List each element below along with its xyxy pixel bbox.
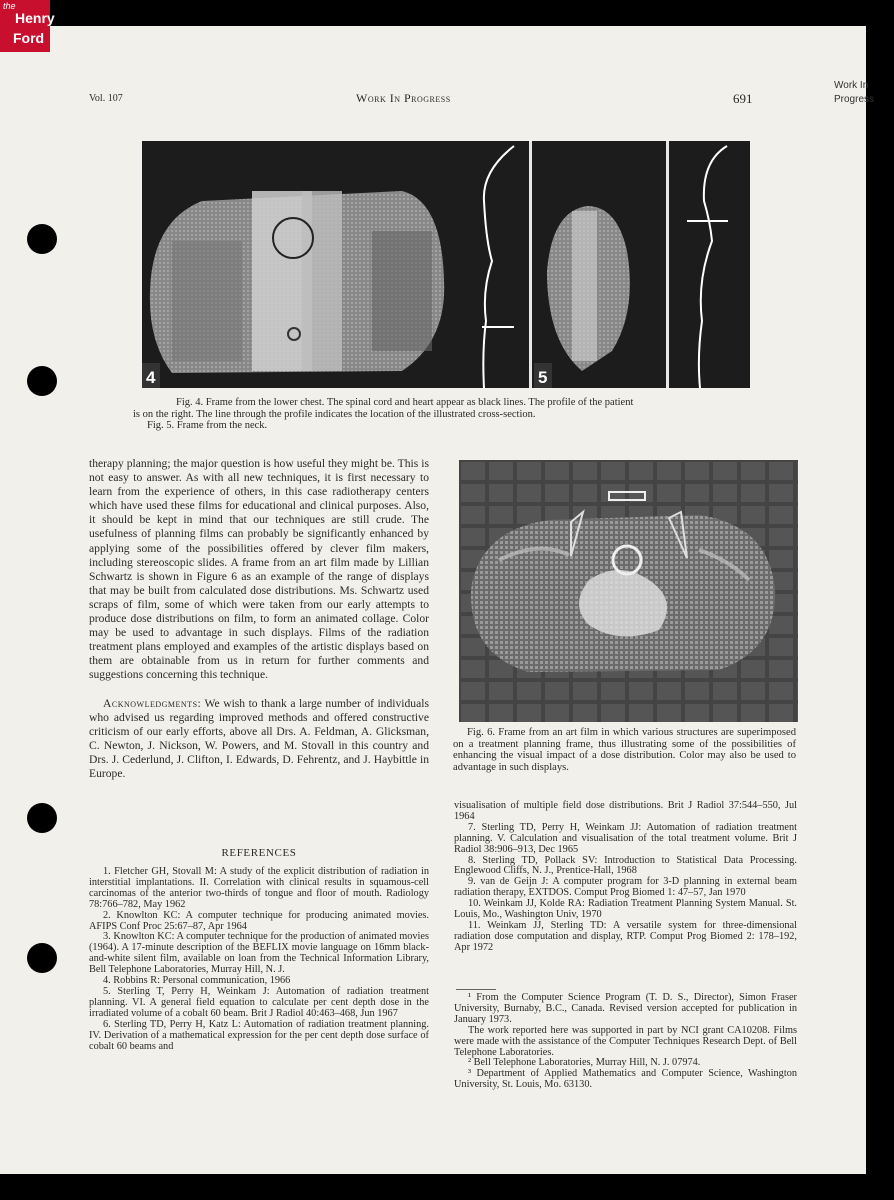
body-paragraph-1: therapy planning; the major question is how useful they might be. This is not easy to answer. As with all new techniques, it is first necessary to learn from the experience of others, in this case radiotherapy centers which have used these films for educational and clinical purposes. Also, it should be kept in mind that our techniques are still crude. The usefulness of planning films can probably be significantly enhanced by applying some of the possibilities offered by clever film makers, including stereoscopic slides. A frame from an art film made by Lillian Schwartz is shown in Figure 6 as an example of the range of displays that may be built from calculated dose distributions. Ms. Schwartz used scraps of film, some of which were taken from our early attempts to produce dose distributions on film, to form an animated collage. Color may be used to advantage in such displays. Films of the radiation treatment plans employed and examples of the artistic displays based on them are obtainable from us in return for further comments and suggestions concerning this technique.	[89, 457, 429, 682]
figure-6-image	[459, 460, 798, 722]
acknowledgments-text: We wish to thank a large number of individuals who advised us regarding improved methods and offered constructive criticism of our early efforts, above all Drs. A. Feldman, A. Glicksman, C. Newton, J. Nickson, W. Powers, and M. Stovall in this country and Drs. J. Cederlund, J. Clifton, I. Edwards, D. Fehrentz, and J. Haybittle in Europe.	[89, 696, 429, 780]
henry-ford-logo	[0, 0, 55, 52]
reference-item: 5. Sterling T, Perry H, Weinkam J: Automation of radiation treatment planning. VI. A general field equation to calculate per cent depth dose in the irradiated volume of a cobalt 60 beam. Brit J Radiol 40:463–468, Jun 1967	[89, 985, 429, 1019]
footnotes	[454, 993, 797, 1091]
acknowledgments-heading: Acknowledgments:	[103, 696, 202, 710]
reference-item: 9. van de Geijn J: A computer program for 3-D planning in external beam radiation therapy, EXTDOS. Comput Prog Biomed 1: 47–57, Jan 1970	[454, 876, 797, 899]
references-left-column	[89, 867, 429, 1052]
logo-line1: Henry	[15, 10, 55, 26]
tag-line-1: Work In	[834, 80, 869, 91]
reference-item: 7. Sterling TD, Perry H, Weinkam JJ: Automation of radiation treatment planning. V. Calculation and visualisation of the total treatment volume. Brit J Radiol 38:906–913, Dec 1965	[454, 821, 797, 855]
references-heading: REFERENCES	[221, 847, 297, 859]
running-title: Work In Progress	[356, 91, 451, 105]
caption-line-2: is on the right. The line through the profile indicates the location of the illustrated cross-section.	[133, 408, 536, 420]
figure-6-caption: Fig. 6. Frame from an art film in which various structures are superimposed on a treatment planning frame, thus illustrating some of the possibilities of enhancing the visual impact of a dose distribution. Color may also be used to advantage in such displays.	[453, 727, 796, 773]
figure-4-5-graphic	[142, 141, 750, 388]
tag-line-2: Progress	[834, 94, 875, 105]
reference-item: 4. Robbins R: Personal communication, 1966	[103, 975, 291, 987]
figure-5-label: 5	[538, 368, 548, 387]
figure-4-5-caption	[130, 397, 750, 432]
references-right-column	[454, 801, 797, 954]
reference-item: 10. Weinkam JJ, Kolde RA: Radiation Treatment Planning System Manual. St. Louis, Mo., Washington Univ, 1970	[454, 898, 797, 921]
figure-6-graphic	[459, 460, 798, 722]
volume-number: Vol. 107	[89, 93, 123, 104]
footnote-rule	[456, 989, 496, 990]
acknowledgments	[89, 697, 429, 782]
figure-4-5-image	[142, 141, 750, 388]
binder-hole-3	[27, 803, 57, 833]
caption-line-3: Fig. 5. Frame from the neck.	[147, 420, 268, 431]
footnote-item: ³ Department of Applied Mathematics and Computer Science, Washington University, St. Louis, Mo. 63130.	[454, 1068, 797, 1091]
footnote-item: ¹ From the Computer Science Program (T. D. S., Director), Simon Fraser University, Burnaby, B.C., Canada. Revised version accepted for publication in January 1973.	[454, 992, 797, 1025]
binder-hole-4	[27, 943, 57, 973]
binder-hole-2	[27, 366, 57, 396]
reference-item: 1. Fletcher GH, Stovall M: A study of the explicit distribution of radiation in interstitial implantations. II. Correlation with clinical results in squamous-cell carcinomas of the anterior two-thirds of tongue and floor of mouth. Radiology 78:766–782, May 1962	[89, 866, 429, 910]
reference-item: 8. Sterling TD, Pollack SV: Introduction to Statistical Data Processing. Englewood Cliffs, N. J., Prentice-Hall, 1968	[454, 854, 797, 877]
page-number: 691	[733, 91, 753, 106]
work-in-progress-tag	[834, 79, 894, 107]
footnote-item: The work reported here was supported in part by NCI grant CA10208. Films were made with the assistance of the Computer Techniques Research Dept. of Bell Telephone Laboratories.	[454, 1024, 797, 1058]
binder-hole-1	[27, 224, 57, 254]
body-text-column	[89, 457, 429, 781]
reference-item: 3. Knowlton KC: A computer technique for the production of animated movies (1964). A 17-minute description of the BEFLIX movie language on 16mm black-and-white silent film, available on loan from the Technical Information Library, Bell Telephone Laboratories, Murray Hill, N. J.	[89, 931, 429, 976]
reference-item: 11. Weinkam JJ, Sterling TD: A versatile system for three-dimensional radiation dose computation and display, RTP. Comput Prog Biomed 2: 178–192, Apr 1972	[454, 919, 797, 953]
figure-4-label: 4	[146, 368, 156, 387]
footnote-item: ² Bell Telephone Laboratories, Murray Hill, N. J. 07974.	[468, 1057, 701, 1069]
reference-item: 6. Sterling TD, Perry H, Katz L: Automation of radiation treatment planning. IV. Derivation of a mathematical expression for the per cent depth dose surface of cobalt 60 beams and	[89, 1018, 429, 1052]
caption-line-1: Fig. 4. Frame from the lower chest. The spinal cord and heart appear as black lines. The profile of the patient	[176, 397, 634, 408]
reference-item: 2. Knowlton KC: A computer technique for producing animated movies. AFIPS Conf Proc 25:67–87, Apr 1964	[89, 909, 429, 932]
logo-small-text: the	[3, 1, 16, 11]
logo-line2: Ford	[13, 30, 45, 46]
reference-6-continued: visualisation of multiple field dose distributions. Brit J Radiol 37:544–550, Jul 1964	[454, 800, 797, 822]
